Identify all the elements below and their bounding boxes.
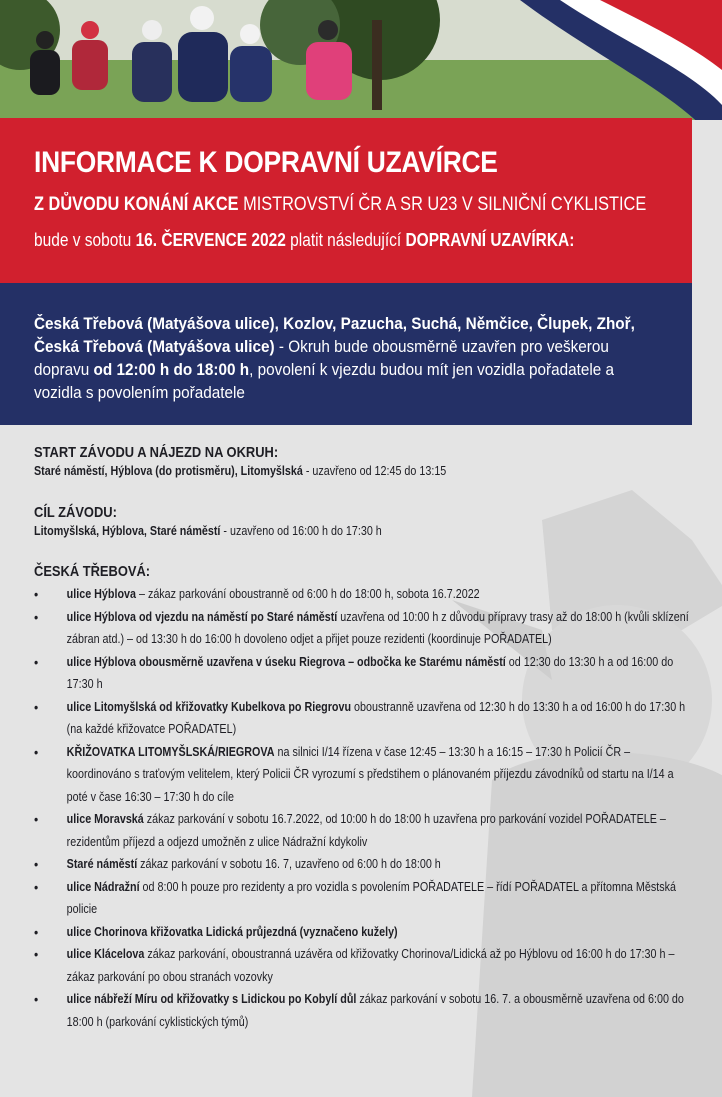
item-bold: ulice Hýblova od vjezdu na náměstí po Staré náměstí: [66, 609, 338, 624]
route-places: Česká Třebová (Matyášova ulice), Kozlov, Pazucha, Suchá, Němčice, Člupek, Zhoř, Česká Třebová (Matyášova ulice): [34, 314, 635, 356]
event-line-lead: Z DŮVODU KONÁNÍ AKCE: [34, 194, 239, 215]
item-text: uzavřena od 10:00 h z důvodu přípravy trasy až do 18:00 h (kvůli sklízení zábran atd.) – od 13:30 h do 16:00 h dovoleno odjet a přijet pouze rezidenti (koordinuje POŘADATEL): [66, 609, 689, 646]
event-line: [34, 194, 647, 216]
item-text: zákaz parkování, oboustranná uzávěra od křižovatky Chorinova/Lidická až po Hýblovu od 16:00 h do 17:30 h – zákaz parkování po obou stranách vozovky: [66, 947, 675, 984]
finish-line: [34, 522, 692, 540]
item-bold: ulice Nádražní: [66, 879, 140, 894]
item-bold: ulice Litomyšlská od křižovatky Kubelkova po Riegrovu: [66, 699, 352, 714]
item-text: zákaz parkování v sobotu 16.7.2022, od 10:00 h do 18:00 h uzavřena pro parkování vozidel POŘADATELE – rezidentům příjezd a odjezd umožněn z ulice Nádražní kdykoliv: [66, 812, 666, 849]
start-note: - uzavřeno od 12:45 do 13:15: [302, 464, 447, 478]
item-bold: ulice Klácelova: [66, 947, 145, 961]
header-photo-cyclists: [0, 0, 722, 120]
list-item: [34, 921, 692, 944]
date-line-b: platit následující: [290, 230, 402, 250]
item-text: oboustranně uzavřena od 12:30 h do 13:30 h a od 16:00 h do 17:30 h (na každé křižovatce POŘADATEL): [66, 699, 686, 736]
item-bold: ulice Hýblova obousměrně uzavřena v úseku Riegrova – odbočka ke Starému náměstí: [66, 654, 506, 669]
closure-details: [34, 444, 694, 1033]
city-title: ČESKÁ TŘEBOVÁ:: [34, 563, 151, 580]
header-red-block: [0, 118, 692, 283]
item-text: zákaz parkování v sobotu 16. 7, uzavřeno od 6:00 h do 18:00 h: [137, 857, 441, 871]
route-text-b: , povolení k vjezdu budou mít jen vozidla pořadatele a vozidla s povolením pořadatele: [34, 360, 615, 402]
start-streets: Staré náměstí, Hýblova (do protisměru), Litomyšlská: [34, 464, 303, 478]
item-bold: Staré náměstí: [66, 857, 138, 871]
item-bold: ulice Hýblova: [66, 587, 136, 601]
event-date: 16. ČERVENCE 2022: [135, 230, 286, 250]
start-title: START ZÁVODU A NÁJEZD NA OKRUH:: [34, 444, 279, 461]
item-bold: KŘIŽOVATKA LITOMYŠLSKÁ/RIEGROVA: [66, 744, 275, 759]
finish-streets: Litomyšlská, Hýblova, Staré náměstí: [34, 524, 221, 538]
list-item: [34, 741, 692, 809]
route-block: [0, 283, 692, 425]
item-text: od 8:00 h pouze pro rezidenty a pro vozidla s povolením POŘADATELE – řídí POŘADATEL a přítomna Městská policie: [66, 879, 676, 916]
route-text-a: - Okruh bude obousměrně uzavřen pro veškerou dopravu: [34, 337, 609, 379]
list-item: [34, 876, 692, 921]
item-text: od 12:30 do 13:30 h a od 16:00 do 17:30 h: [66, 654, 674, 691]
list-item: [34, 988, 692, 1033]
finish-note: - uzavřeno od 16:00 h do 17:30 h: [220, 524, 382, 538]
item-bold: ulice nábřeží Míru od křižovatky s Lidickou po Kobylí důl: [66, 992, 357, 1006]
list-item: [34, 583, 692, 606]
list-item: [34, 651, 692, 696]
start-line: [34, 462, 692, 480]
list-item: [34, 943, 692, 988]
list-item: [34, 808, 692, 853]
event-name: MISTROVSTVÍ ČR A SR U23 V SILNIČNÍ CYKLISTICE: [243, 194, 647, 215]
item-bold: ulice Chorinova křižovatka Lidická průjezdná (vyznačeno kužely): [66, 924, 398, 939]
item-text: – zákaz parkování oboustranně od 6:00 h do 18:00 h, sobota 16.7.2022: [135, 587, 480, 601]
item-text: na silnici I/14 řízena v čase 12:45 – 13:30 h a 16:15 – 17:30 h Policií ČR – koordinováno s traťovým velitelem, který Policii ČR vyrozumí s předstihem o plánovaném příjezdu závodníků od startu na I/14 a poté v čase 16:30 – 17:30 h do cíle: [66, 744, 674, 804]
item-text: zákaz parkování v sobotu 16. 7. a obousměrně uzavřena od 6:00 do 18:00 h (parkování cyklistických týmů): [66, 992, 684, 1029]
list-item: [34, 853, 692, 876]
list-item: [34, 606, 692, 651]
item-bold: ulice Moravská: [66, 812, 144, 826]
date-line-a: bude v sobotu: [34, 230, 132, 250]
route-text: [34, 312, 664, 404]
route-time: od 12:00 h do 18:00 h: [93, 360, 250, 379]
finish-title: CÍL ZÁVODU:: [34, 504, 117, 521]
closure-label: DOPRAVNÍ UZAVÍRKA:: [405, 230, 575, 250]
date-line: [34, 230, 575, 251]
city-closure-list: [34, 583, 692, 1033]
page-title: INFORMACE K DOPRAVNÍ UZAVÍRCE: [34, 146, 498, 179]
list-item: [34, 696, 692, 741]
